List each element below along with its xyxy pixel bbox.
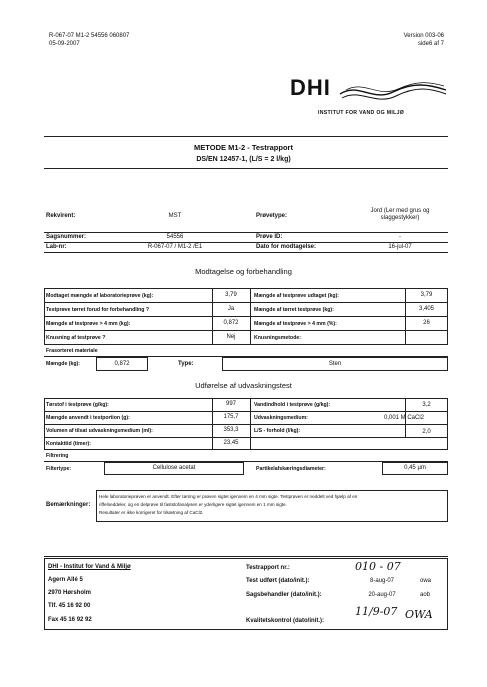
kvalitetskontrol-label: Kvalitetskontrol (dato/init.): bbox=[246, 618, 324, 624]
logo-tagline: INSTITUT FOR VAND OG MILJØ bbox=[318, 110, 405, 116]
partikel-label: Partikelafskæringsdiameter: bbox=[256, 466, 326, 472]
section-modtagelse-title: Modtagelse og forbehandling bbox=[195, 267, 292, 276]
row-label: Mængde af testprøve > 4 mm (%): bbox=[254, 321, 337, 327]
filtertype-label: Filtertype: bbox=[46, 466, 72, 472]
row-value: 0,872 bbox=[223, 320, 239, 326]
frasorteret-label: Frasorteret materiale bbox=[46, 348, 98, 354]
prove-id-label: Prøve ID: bbox=[256, 234, 283, 240]
dato-label: Dato for modtagelse: bbox=[256, 244, 317, 250]
dato-value: 16-jul-07 bbox=[388, 244, 412, 250]
type-label: Type: bbox=[178, 361, 194, 367]
rekvirent-label: Rekvirent: bbox=[46, 213, 76, 219]
bemaerk-line: Hele laboratorieprøven er anvendt. Efter tørring er prøven sigtet igennem en 4 mm sigte. Testprøven er neddelt ved hjælp af en bbox=[99, 494, 358, 499]
row-value: 353,3 bbox=[223, 427, 239, 433]
logo-wave-icon bbox=[338, 80, 448, 104]
row-value: 3,79 bbox=[420, 292, 433, 298]
partikel-value: 0,45 µm bbox=[404, 465, 426, 471]
row-value: 3,2 bbox=[422, 402, 431, 408]
row-value: 26 bbox=[423, 320, 430, 326]
bemaerk-line: Resultater er ikke korrigeret for tilsætning af CaCl2. bbox=[99, 510, 204, 515]
org-address-1: Agern Allé 5 bbox=[48, 577, 83, 583]
row-label: Vandindhold i testprøve (g/kg): bbox=[254, 402, 331, 408]
row-label: Knusning af testprøve ? bbox=[46, 335, 106, 341]
provetype-label: Prøvetype: bbox=[256, 213, 288, 219]
row-label: Modtaget mængde af laboratorieprøve (kg): bbox=[46, 293, 154, 299]
provetype-value: Jord (Ler med grus og slaggestykker) bbox=[370, 208, 430, 221]
maengde-label: Mængde (kg): bbox=[46, 361, 81, 367]
udfort-label: Test udført (dato/init.): bbox=[246, 578, 310, 584]
row-label: Mængde anvendt i testportion (g): bbox=[46, 415, 130, 421]
sagsbehandler-init: aob bbox=[420, 592, 431, 598]
version-label: Version 003-06 bbox=[403, 33, 444, 39]
bemaerk-line: riffelneddeler, og en delprøve til faststofanalysen er yderligere sigtet igennem en 1 mm sigte. bbox=[99, 502, 287, 507]
report-subtitle: DS/EN 12457-1, (L/S = 2 l/kg) bbox=[196, 156, 291, 163]
rekvirent-value: MST bbox=[168, 213, 182, 219]
row-label: Kontakttid (timer): bbox=[46, 441, 91, 447]
row-value: Ja bbox=[227, 306, 235, 312]
sagsnummer-label: Sagsnummer: bbox=[46, 234, 87, 240]
row-label: Mængde af testprøve > 4 mm (kg): bbox=[46, 321, 131, 327]
row-value: 3,405 bbox=[418, 306, 434, 312]
row-value: 2,0 bbox=[422, 429, 431, 435]
udfort-date: 8-aug-07 bbox=[369, 578, 395, 584]
org-fax: Fax 45 16 92 92 bbox=[48, 617, 92, 623]
org-address-2: 2970 Hørsholm bbox=[48, 590, 92, 596]
testrapport-label: Testrapport nr.: bbox=[246, 565, 290, 571]
row-value: Nej bbox=[226, 334, 236, 340]
sagsbehandler-label: Sagsbehandler (dato/init.): bbox=[246, 592, 322, 598]
kvalitetskontrol-date: 11/9-07 bbox=[355, 605, 398, 618]
testrapport-value: 010 - 07 bbox=[355, 560, 401, 573]
report-date: 05-09-2007 bbox=[49, 41, 80, 47]
row-label: Tørstof i testprøve (g/kg): bbox=[46, 402, 109, 408]
row-value: 3,79 bbox=[225, 292, 237, 298]
org-name: DHI - Institut for Vand & Miljø bbox=[48, 564, 131, 570]
report-reference: R-067-07 M1-2 54556 060807 bbox=[49, 33, 130, 39]
dhi-logo bbox=[290, 76, 450, 122]
type-value: Sten bbox=[328, 361, 342, 367]
org-phone: Tlf. 45 16 92 00 bbox=[48, 603, 91, 609]
row-label: L/S - forhold (l/kg): bbox=[254, 428, 301, 434]
row-label: Testprøve tørret forud for forbehandling ? bbox=[46, 307, 150, 313]
row-label: Udvaskningsmedium: bbox=[254, 415, 308, 421]
section-udvaskning-title: Udførelse af udvaskningstest bbox=[195, 381, 292, 390]
report-title: METODE M1-2 - Testrapport bbox=[194, 143, 293, 152]
udfort-init: owa bbox=[420, 578, 432, 584]
bemaerkninger-text bbox=[99, 493, 449, 517]
row-label: Knusningsmetode: bbox=[254, 335, 301, 341]
labnr-value: R-067-07 / M1-2 /E1 bbox=[147, 244, 203, 250]
row-label: Mængde af tørret testprøve (kg): bbox=[254, 307, 334, 313]
row-value: 997 bbox=[225, 401, 236, 407]
row-label: Volumen af tilsat udvaskningsmedium (ml): bbox=[46, 428, 153, 434]
kvalitetskontrol-init: OWA bbox=[405, 608, 433, 621]
bemaerkninger-label: Bemærkninger: bbox=[46, 502, 91, 508]
page-number: side6 af 7 bbox=[417, 41, 444, 47]
row-label: Mængde af testprøve udtaget (kg): bbox=[254, 293, 340, 299]
row-value: 0,001 M CaCl2 bbox=[383, 415, 425, 421]
sagsbehandler-date: 20-aug-07 bbox=[368, 592, 396, 598]
labnr-label: Lab-nr: bbox=[46, 244, 67, 250]
filtrering-label: Filtrering bbox=[46, 453, 69, 459]
prove-id-value: - bbox=[399, 234, 401, 240]
sagsnummer-value: 54556 bbox=[166, 234, 184, 240]
maengde-value: 0,872 bbox=[114, 361, 130, 367]
filtertype-value: Cellulose acetat bbox=[152, 465, 196, 471]
logo-mark: DHI bbox=[290, 75, 331, 100]
row-value: 23,45 bbox=[223, 440, 239, 446]
row-value: 175,7 bbox=[223, 414, 239, 420]
